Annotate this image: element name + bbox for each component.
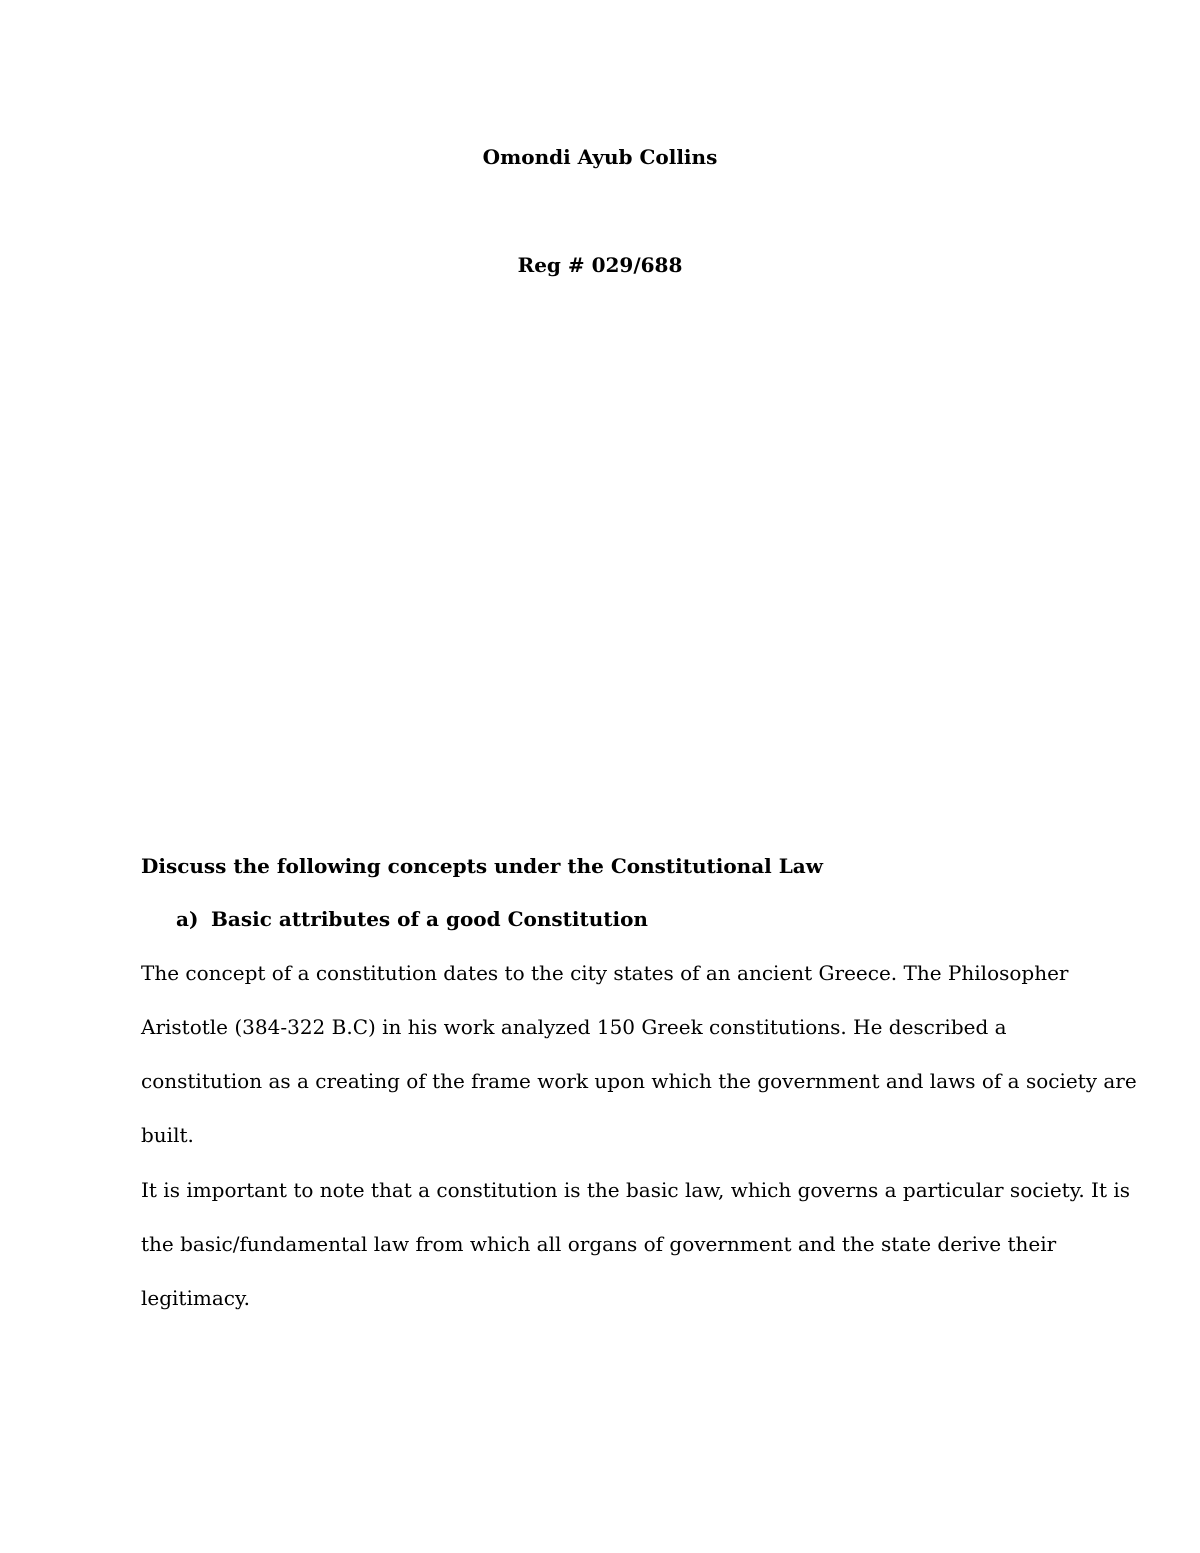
paragraph-line: It is important to note that a constitution is the basic law, which governs a particular society. It is xyxy=(141,1178,1131,1202)
author-name: Omondi Ayub Collins xyxy=(482,145,718,169)
paragraph-line: built. xyxy=(141,1123,194,1147)
paragraph-line: The concept of a constitution dates to the city states of an ancient Greece. The Philosopher xyxy=(141,961,1069,985)
subitem-marker: a) xyxy=(176,907,199,931)
paragraph-1 xyxy=(141,946,1137,1162)
paragraph-line: constitution as a creating of the frame work upon which the government and laws of a society are xyxy=(141,1069,1137,1093)
registration-number: Reg # 029/688 xyxy=(517,253,683,277)
subitem-title: Basic attributes of a good Constitution xyxy=(211,907,648,931)
paragraph-line: Aristotle (384-322 B.C) in his work analyzed 150 Greek constitutions. He described a xyxy=(141,1015,1007,1039)
paragraph-line: the basic/fundamental law from which all organs of government and the state derive their xyxy=(141,1232,1057,1256)
question-heading: Discuss the following concepts under the Constitutional Law xyxy=(141,854,823,878)
paragraph-line: legitimacy. xyxy=(141,1286,250,1310)
subitem-heading xyxy=(176,905,648,933)
paragraph-2 xyxy=(141,1163,1131,1325)
